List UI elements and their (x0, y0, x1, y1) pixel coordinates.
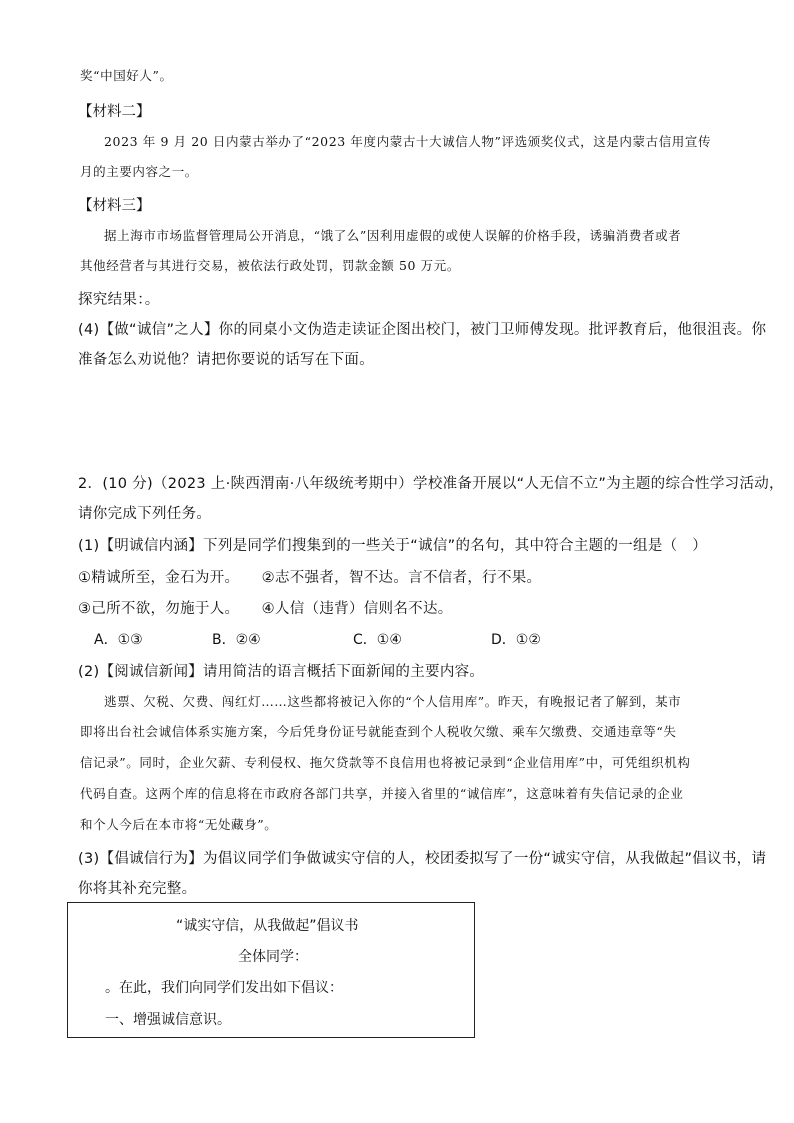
news-line-4: 代码自查。这两个库的信息将在市政府各部门共享，并接入省里的“诚信库”，这意味着有失信记录的企业 (80, 786, 684, 801)
news-line-1: 逃票、欠税、欠费、闯红灯……这些都将被记入你的“个人信用库”。昨天，有晚报记者了解到，某市 (104, 694, 682, 709)
result-prompt: 探究结果：。 (78, 292, 160, 308)
sub3-line-1: (3)【倡诚信行为】为倡议同学们争做诚实守信的人，校团委拟写了一份“诚实守信，从我做起”倡议书，请 (78, 851, 767, 867)
proposal-salutation: 全体同学： (238, 949, 308, 965)
material3-line-2: 其他经营者与其进行交易，被依法行政处罚，罚款金额 50 万元。 (80, 258, 460, 273)
option-a: A．①③ (94, 632, 143, 648)
option-d: D．①② (491, 632, 541, 648)
q4-line-1: (4)【做“诚信”之人】你的同桌小文伪造走读证企图出校门，被门卫师傅发现。批评教育后，他很沮丧。你 (78, 322, 767, 338)
sub1-quotes-1: ①精诚所至，金石为开。 ②志不强者，智不达。言不信者，行不果。 (78, 570, 542, 586)
proposal-box (67, 902, 475, 1038)
sub2-stem: (2)【阅诚信新闻】请用简洁的语言概括下面新闻的主要内容。 (78, 664, 485, 680)
q4-line-2: 准备怎么劝说他？请把你要说的话写在下面。 (78, 352, 374, 368)
material2-line-2: 月的主要内容之一。 (80, 164, 198, 179)
proposal-title: “诚实守信，从我做起”倡议书 (176, 918, 359, 934)
material1-tail: 奖“中国好人”。 (80, 68, 173, 83)
sub1-stem: (1)【明诚信内涵】下列是同学们搜集到的一些关于“诚信”的名句，其中符合主题的一组是（ ） (78, 538, 708, 554)
sub3-line-2: 你将其补充完整。 (78, 881, 197, 897)
q2-line-2: 请你完成下列任务。 (78, 506, 212, 522)
material2-heading: 【材料二】 (78, 104, 151, 120)
option-c: C．①④ (353, 632, 402, 648)
news-line-3: 信记录”。同时，企业欠薪、专利侵权、拖欠贷款等不良信用也将被记录到“企业信用库”中，可凭组织机构 (80, 755, 691, 770)
material3-line-1: 据上海市市场监督管理局公开消息，“饿了么”因利用虚假的或使人误解的价格手段，诱骗消费者或者 (104, 228, 682, 243)
proposal-item-1: 一、增强诚信意识。 (105, 1012, 231, 1028)
proposal-intro: 。在此，我们向同学们发出如下倡议： (105, 980, 343, 996)
material3-heading: 【材料三】 (78, 198, 151, 214)
sub1-quotes-2: ③己所不欲，勿施于人。 ④人信（违背）信则名不达。 (78, 601, 453, 617)
news-line-2: 即将出台社会诚信体系实施方案，今后凭身份证号就能查到个人税收欠缴、乘车欠缴费、交通违章等“失 (80, 724, 677, 739)
q2-line-1: 2．(10 分)（2023 上·陕西渭南·八年级统考期中）学校准备开展以“人无信不立”为主题的综合性学习活动， (78, 476, 784, 492)
option-b: B．②④ (212, 632, 261, 648)
news-line-5: 和个人今后在本市将“无处藏身”。 (80, 817, 278, 832)
material2-line-1: 2023 年 9 月 20 日内蒙古举办了“2023 年度内蒙古十大诚信人物”评选颁奖仪式，这是内蒙古信用宣传 (104, 134, 712, 149)
